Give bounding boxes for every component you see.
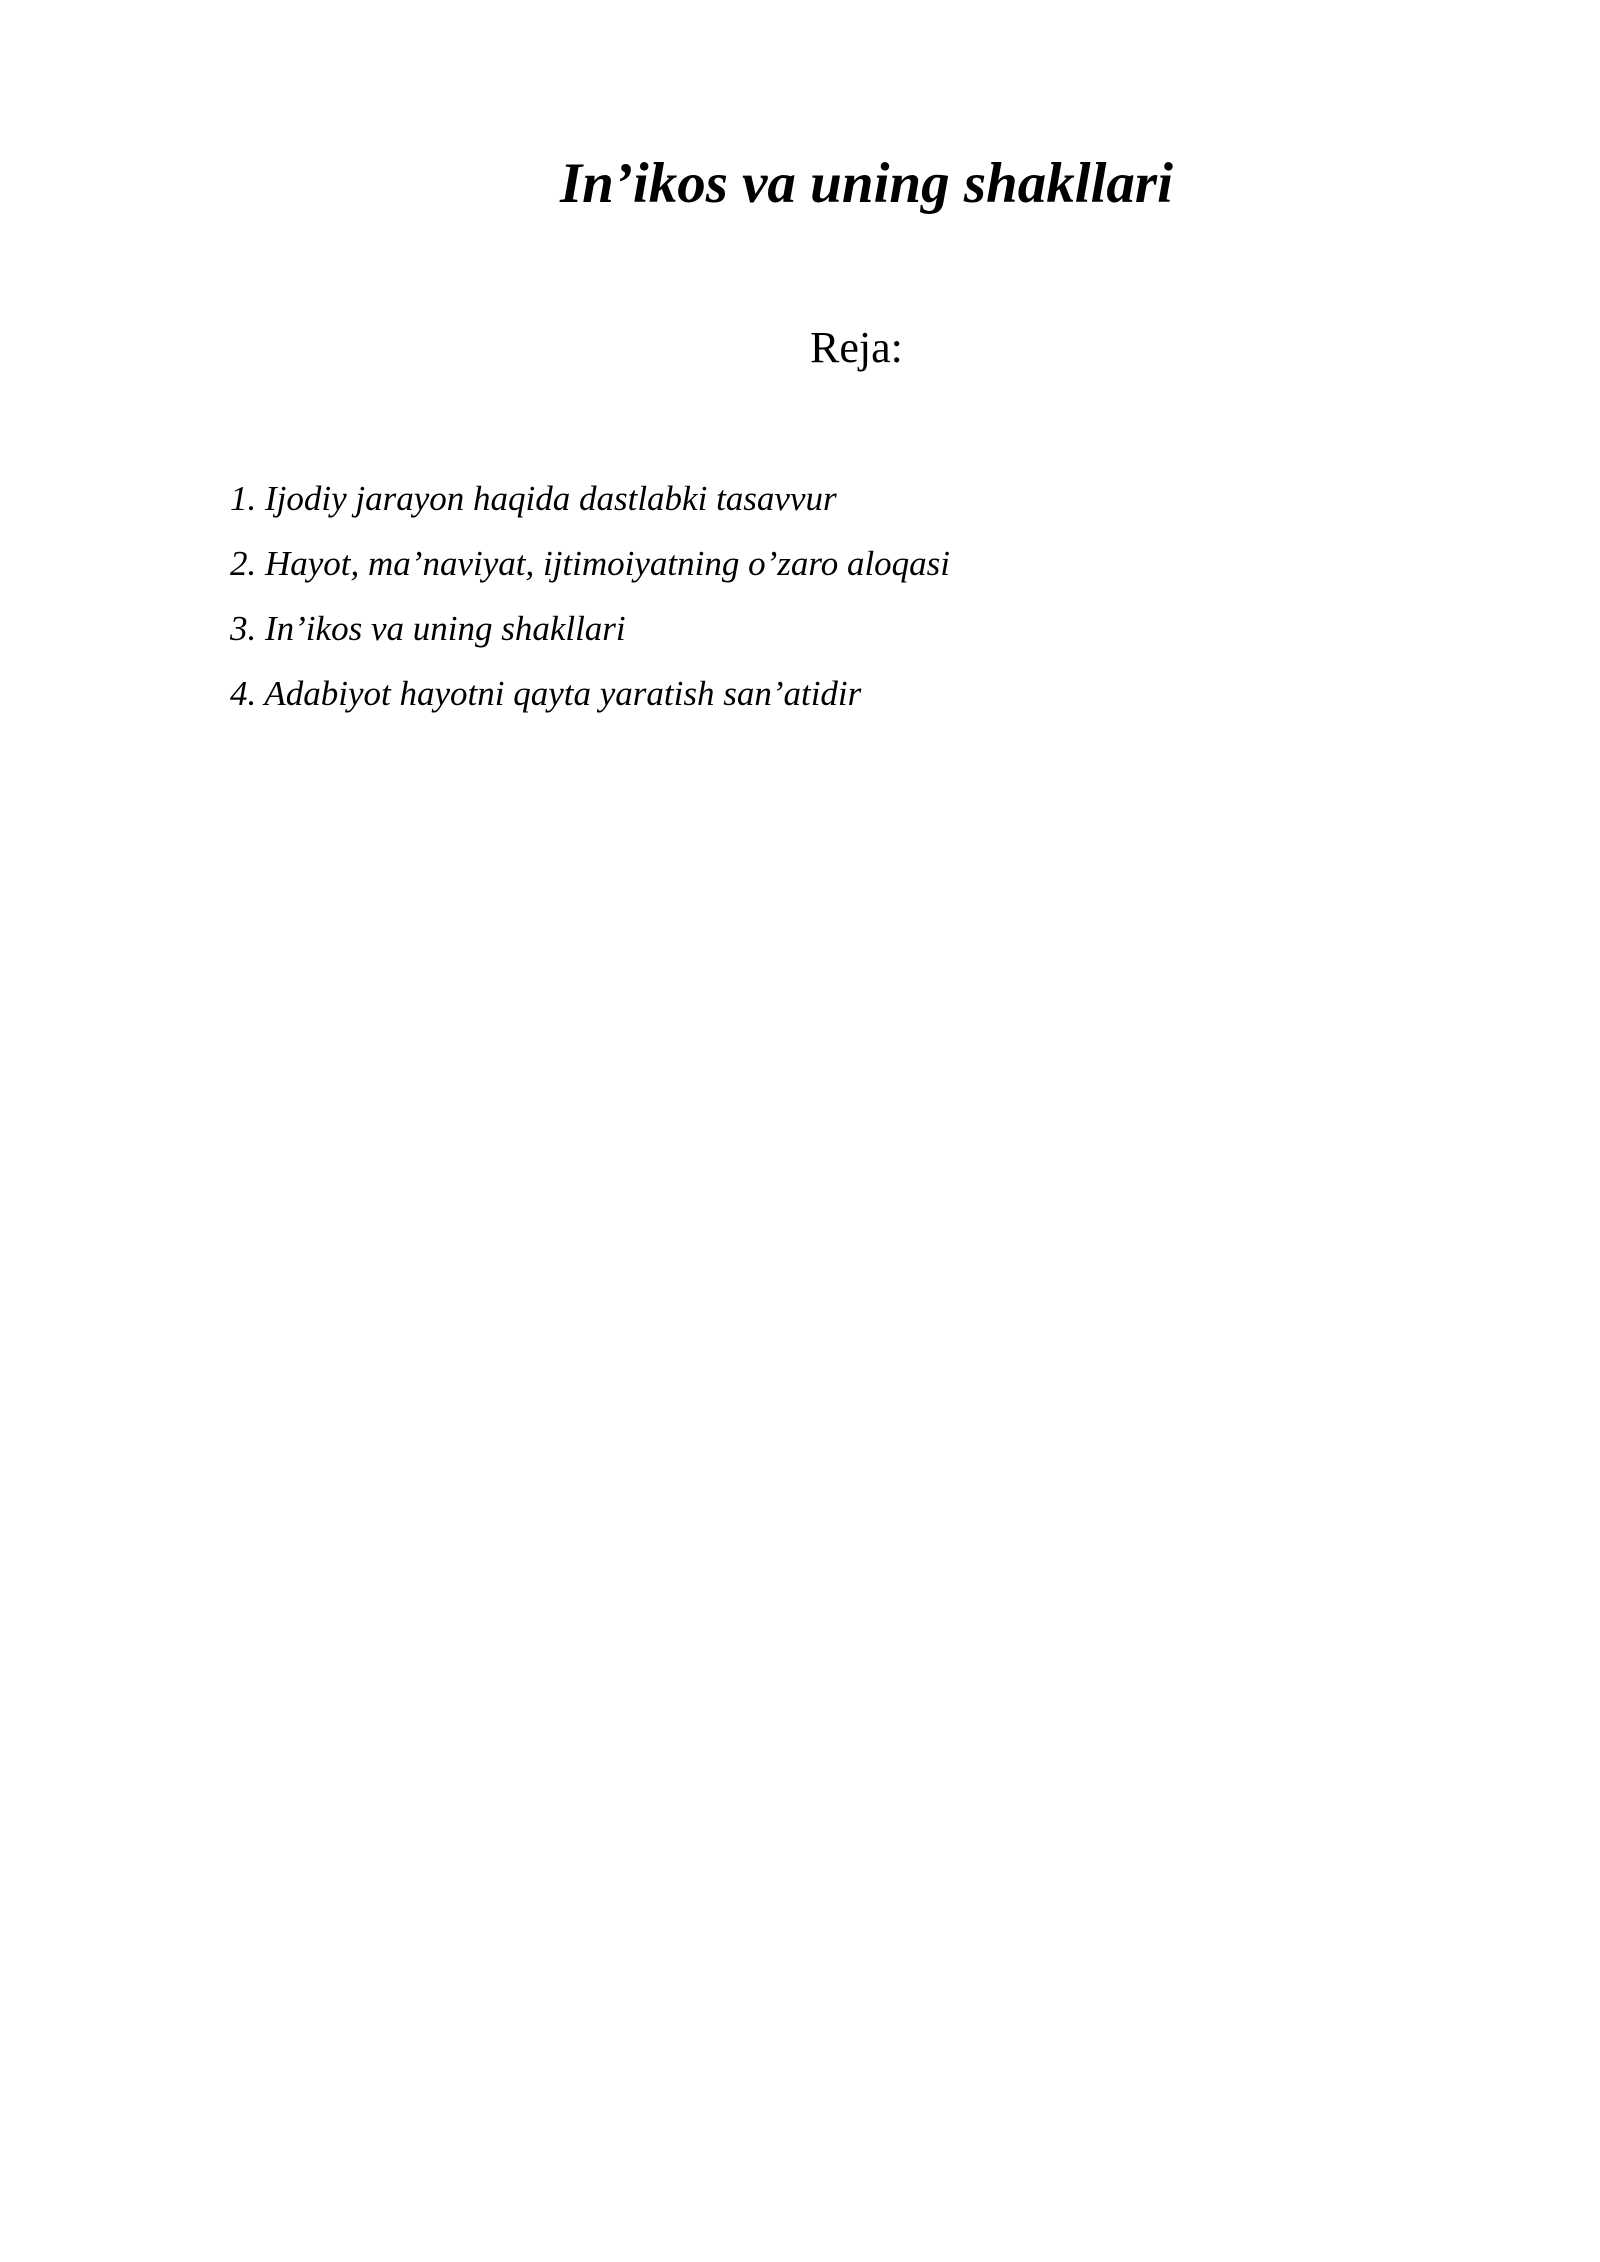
plan-item: 4. Adabiyot hayotni qayta yaratish san’atidir bbox=[230, 674, 862, 713]
plan-item: 3. In’ikos va uning shakllari bbox=[230, 609, 626, 648]
document-title: In’ikos va uning shakllari bbox=[560, 152, 1173, 215]
plan-item: 1. Ijodiy jarayon haqida dastlabki tasavvur bbox=[230, 479, 837, 518]
plan-heading: Reja: bbox=[810, 323, 903, 372]
plan-item: 2. Hayot, ma’naviyat, ijtimoiyatning o’zaro aloqasi bbox=[230, 544, 951, 583]
plan-list bbox=[230, 466, 950, 726]
